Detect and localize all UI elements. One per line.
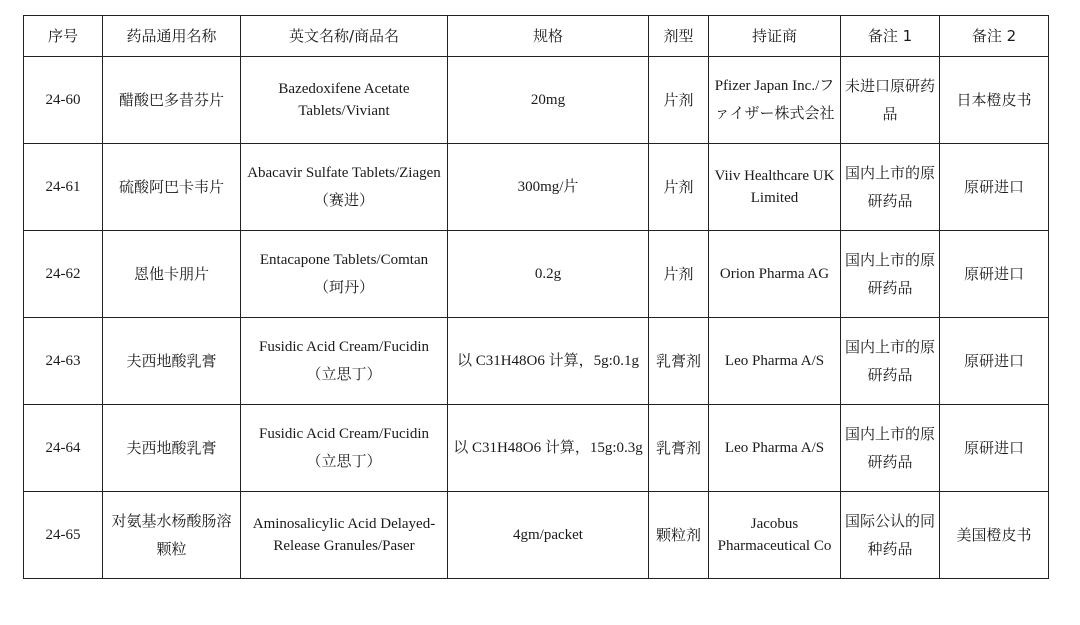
table-row — [24, 57, 1049, 144]
header-note1: 备注 1 — [841, 16, 940, 57]
cell-holder: Orion Pharma AG — [709, 231, 841, 318]
cell-no: 24-64 — [24, 405, 103, 492]
cell-english-name: Fusidic Acid Cream/Fucidin（立思丁） — [241, 318, 448, 405]
cell-no: 24-60 — [24, 57, 103, 144]
cell-note2: 原研进口 — [940, 144, 1049, 231]
cell-generic-name: 醋酸巴多昔芬片 — [103, 57, 241, 144]
cell-form: 乳膏剂 — [649, 318, 709, 405]
cell-note2: 美国橙皮书 — [940, 492, 1049, 579]
cell-holder: Viiv Healthcare UK Limited — [709, 144, 841, 231]
header-form: 剂型 — [649, 16, 709, 57]
cell-no: 24-63 — [24, 318, 103, 405]
cell-form: 片剂 — [649, 57, 709, 144]
cell-holder: Pfizer Japan Inc./ファイザー株式会社 — [709, 57, 841, 144]
table-row — [24, 405, 1049, 492]
drug-table — [23, 15, 1049, 579]
drug-table-container — [23, 15, 1048, 579]
table-row — [24, 492, 1049, 579]
cell-note2: 原研进口 — [940, 231, 1049, 318]
cell-holder: Jacobus Pharmaceutical Co — [709, 492, 841, 579]
cell-note1: 国内上市的原研药品 — [841, 144, 940, 231]
cell-form: 片剂 — [649, 231, 709, 318]
cell-generic-name: 夫西地酸乳膏 — [103, 405, 241, 492]
cell-note1: 未进口原研药品 — [841, 57, 940, 144]
cell-spec: 以 C31H48O6 计算，15g:0.3g — [448, 405, 649, 492]
cell-spec: 0.2g — [448, 231, 649, 318]
cell-form: 乳膏剂 — [649, 405, 709, 492]
cell-spec: 4gm/packet — [448, 492, 649, 579]
cell-generic-name: 夫西地酸乳膏 — [103, 318, 241, 405]
header-generic-name: 药品通用名称 — [103, 16, 241, 57]
cell-generic-name: 对氨基水杨酸肠溶颗粒 — [103, 492, 241, 579]
cell-english-name: Aminosalicylic Acid Delayed-Release Granules/Paser — [241, 492, 448, 579]
cell-note2: 原研进口 — [940, 405, 1049, 492]
cell-note1: 国内上市的原研药品 — [841, 405, 940, 492]
header-english-name: 英文名称/商品名 — [241, 16, 448, 57]
cell-english-name: Entacapone Tablets/Comtan（珂丹） — [241, 231, 448, 318]
cell-note1: 国际公认的同种药品 — [841, 492, 940, 579]
table-row — [24, 318, 1049, 405]
cell-spec: 以 C31H48O6 计算，5g:0.1g — [448, 318, 649, 405]
table-row — [24, 144, 1049, 231]
cell-spec: 300mg/片 — [448, 144, 649, 231]
header-note2: 备注 2 — [940, 16, 1049, 57]
cell-form: 片剂 — [649, 144, 709, 231]
cell-generic-name: 硫酸阿巴卡韦片 — [103, 144, 241, 231]
header-holder: 持证商 — [709, 16, 841, 57]
cell-note1: 国内上市的原研药品 — [841, 318, 940, 405]
table-header-row — [24, 16, 1049, 57]
cell-holder: Leo Pharma A/S — [709, 405, 841, 492]
cell-no: 24-61 — [24, 144, 103, 231]
cell-generic-name: 恩他卡朋片 — [103, 231, 241, 318]
cell-note2: 日本橙皮书 — [940, 57, 1049, 144]
cell-no: 24-62 — [24, 231, 103, 318]
cell-holder: Leo Pharma A/S — [709, 318, 841, 405]
cell-form: 颗粒剂 — [649, 492, 709, 579]
header-spec: 规格 — [448, 16, 649, 57]
cell-note2: 原研进口 — [940, 318, 1049, 405]
cell-spec: 20mg — [448, 57, 649, 144]
cell-no: 24-65 — [24, 492, 103, 579]
cell-english-name: Abacavir Sulfate Tablets/Ziagen（赛进） — [241, 144, 448, 231]
table-row — [24, 231, 1049, 318]
cell-english-name: Bazedoxifene Acetate Tablets/Viviant — [241, 57, 448, 144]
cell-english-name: Fusidic Acid Cream/Fucidin（立思丁） — [241, 405, 448, 492]
header-no: 序号 — [24, 16, 103, 57]
cell-note1: 国内上市的原研药品 — [841, 231, 940, 318]
